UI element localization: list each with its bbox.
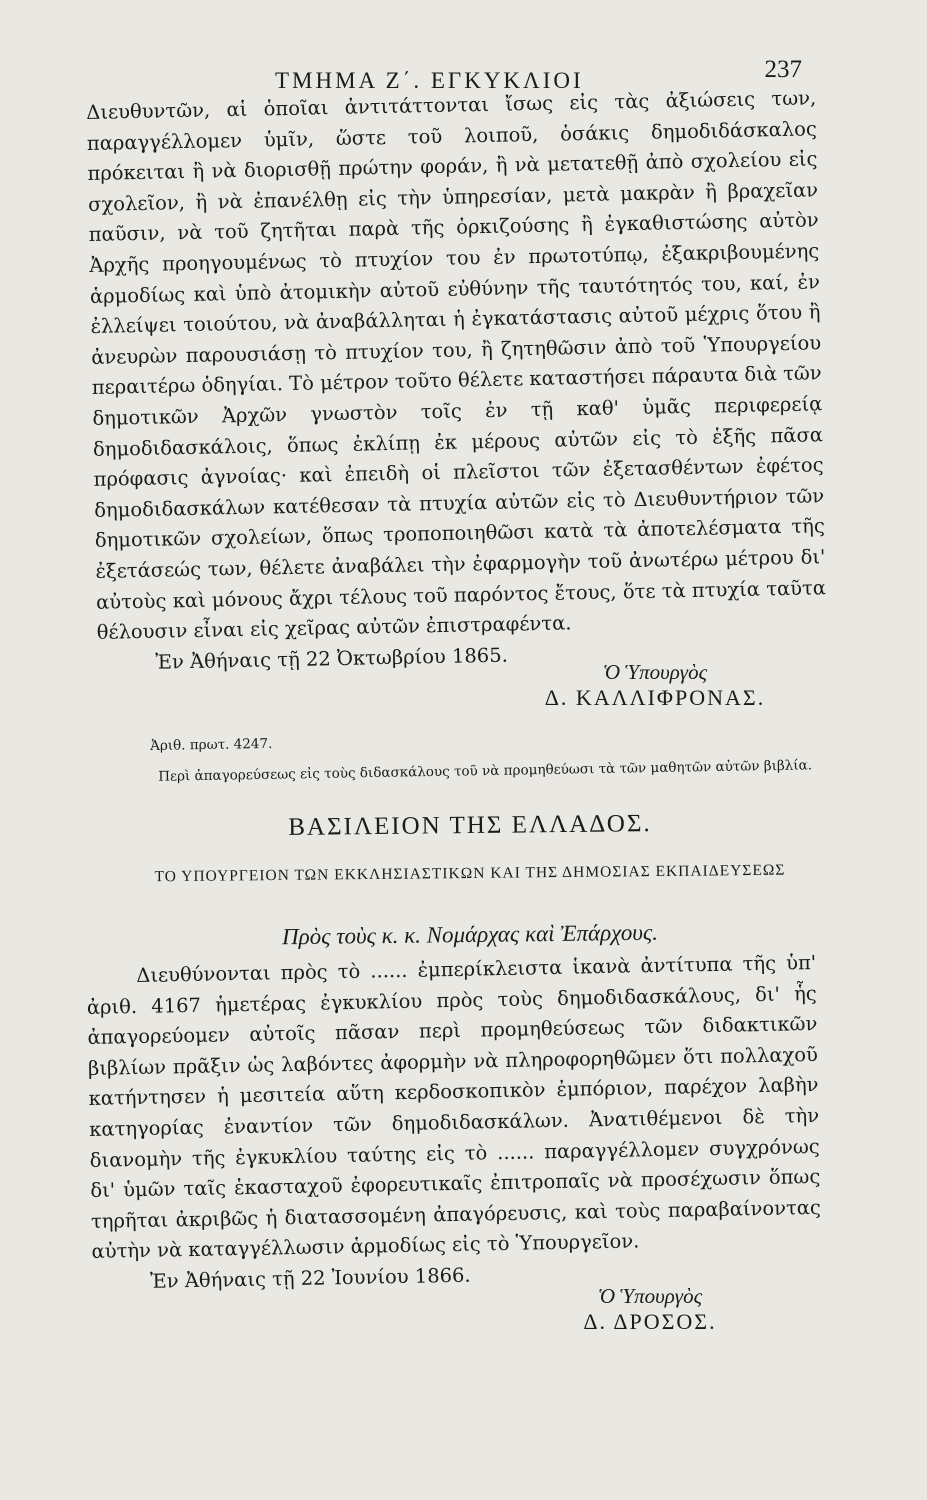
- signature-title: Ὁ Ὑπουργὸς: [602, 660, 708, 684]
- signature-name: Δ. ΚΑΛΛΙΦΡΟΝΑΣ.: [544, 685, 766, 710]
- signature-kalliphronas: [480, 660, 830, 711]
- circular-1866-date: Ἐν Ἀθήναις τῇ 22 Ἰουνίου 1866.: [149, 1263, 471, 1293]
- page-number: 237: [764, 56, 802, 83]
- circular-1866: [86, 948, 822, 1298]
- signature-name: Δ. ΔΡΟΣΟΣ.: [583, 1309, 717, 1334]
- signature-title: Ὁ Ὑπουργὸς: [597, 1284, 703, 1308]
- circular-1866-body: Διευθύνονται πρὸς τὸ ...... ἐμπερίκλειστα ἱκανὰ ἀντίτυπα τῆς ὑπ' ἀριθ. 4167 ἡμετέρας ἐγκυκλίου πρὸς τοὺς δημοδιδασκάλους, δι' ἧς ἀπαγορεύομεν αὐτοῖς πᾶσαν περὶ προμηθεύσεως τῶν διδακτικῶν βιβλίων πρᾶξιν ὡς λαβόντες ἀφορμὴν νὰ πληροφορηθῶμεν ὅτι πολλαχοῦ κατήντησεν ἡ μεσιτεία αὕτη κερδοσκοπικὸν ἐμπόριον, παρέχον λαβὴν κατηγορίας ἐναντίον τῶν δημοδιδασκάλων. Ἀνατιθέμενοι δὲ τὴν διανομὴν τῆς ἐγκυκλίου ταύτης εἰς τὸ ...... παραγγέλλομεν συγχρόνως δι' ὑμῶν ταῖς ἑκασταχοῦ ἐφορευτικαῖς ἐπιτροπαῖς νὰ προσέχωσιν ὅπως τηρῆται ἀκριβῶς ἡ διατασσομένη ἀπαγόρευσις, καὶ τοὺς παραβαίνοντας αὐτὴν νὰ καταγγέλλωσιν ἁρμοδίως εἰς τὸ Ὑπουργεῖον.: [86, 950, 822, 1264]
- circular-subject: Περὶ ἀπαγορεύσεως εἰς τοὺς διδασκάλους τοῦ νὰ προμηθεύωσι τὰ τῶν μαθητῶν αὐτῶν βιβλία.: [158, 757, 813, 785]
- running-head: ΤΜΗΜΑ Ζ΄. ΕΓΚΥΚΛΙΟΙ: [275, 68, 584, 93]
- signature-drosos: [500, 1284, 800, 1335]
- circular-1865: [86, 83, 828, 679]
- ministry-heading: ΤΟ ΥΠΟΥΡΓΕΙΟΝ ΤΩΝ ΕΚΚΛΗΣΙΑΣΤΙΚΩΝ ΚΑΙ ΤΗΣ ΔΗΜΟΣΙΑΣ ΕΚΠΑΙΔΕΥΣΕΩΣ: [154, 861, 786, 886]
- circular-1865-date: Ἐν Ἀθήναις τῇ 22 Ὀκτωβρίου 1865.: [155, 643, 509, 674]
- kingdom-heading: ΒΑΣΙΛΕΙΟΝ ΤΗΣ ΕΛΛΑΔΟΣ.: [288, 810, 652, 841]
- addressee-line: Πρὸς τοὺς κ. κ. Νομάρχας καὶ Ἐπάρχους.: [281, 919, 659, 950]
- circular-1865-body: Διευθυντῶν, αἱ ὁποῖαι ἀντιτάττονται ἴσως εἰς τὰς ἀξιώσεις των, παραγγέλλομεν ὑμῖν, ὥστε τοῦ λοιποῦ, ὁσάκις δημοδιδάσκαλος πρόκειται ἢ νὰ διορισθῇ πρώτην φοράν, ἢ νὰ μετατεθῇ ἀπὸ σχολείου εἰς σχολεῖον, ἢ νὰ ἐπανέλθῃ εἰς τὴν ὑπηρεσίαν, μετὰ μακρὰν ἢ βραχεῖαν παῦσιν, νὰ τοῦ ζητῆται παρὰ τῆς ὁρκιζούσης ἢ ἐγκαθιστώσης αὐτὸν Ἀρχῆς προηγουμένως τὸ πτυχίον του ἐν πρωτοτύπῳ, ἐξακριβουμένης ἁρμοδίως καὶ ὑπὸ ἀτομικὴν αὐτοῦ εὐθύνην τῆς ταυτότητός του, καί, ἐν ἐλλείψει τοιούτου, νὰ ἀναβάλληται ἡ ἐγκατάστασις αὐτοῦ μέχρις ὅτου ἢ ἀνευρὼν παρουσιάσῃ τὸ πτυχίον του, ἢ ζητηθῶσιν ἀπὸ τοῦ Ὑπουργείου περαιτέρω ὁδηγίαι. Τὸ μέτρον τοῦτο θέλετε καταστήσει πάραυτα διὰ τῶν δημοτικῶν Ἀρχῶν γνωστὸν τοῖς ἐν τῇ καθ' ὑμᾶς περιφερείᾳ δημοδιδασκάλοις, ὅπως ἐκλίπῃ ἐκ μέρους αὐτῶν εἰς τὸ ἑξῆς πᾶσα πρόφασις ἀγνοίας· καὶ ἐπειδὴ οἱ πλεῖστοι τῶν ἐξετασθέντων ἐφέτος δημοδιδασκάλων κατέθεσαν τὰ πτυχία αὐτῶν εἰς τὸ Διευθυντήριον τῶν δημοτικῶν σχολείων, ὅπως τροποποιηθῶσι κατὰ τὰ ἀποτελέσματα τῆς ἐξετάσεώς των, θέλετε ἀναβάλει τὴν ἐφαρμογὴν τοῦ ἀνωτέρω μέτρου δι' αὐτοὺς καὶ μόνους ἄχρι τέλους τοῦ παρόντος ἔτους, ὅτε τὰ πτυχία ταῦτα θέλουσιν εἶναι εἰς χεῖρας αὐτῶν ἐπιστραφέντα.: [86, 86, 827, 644]
- protocol-number: Ἀριθ. πρωτ. 4247.: [150, 735, 273, 754]
